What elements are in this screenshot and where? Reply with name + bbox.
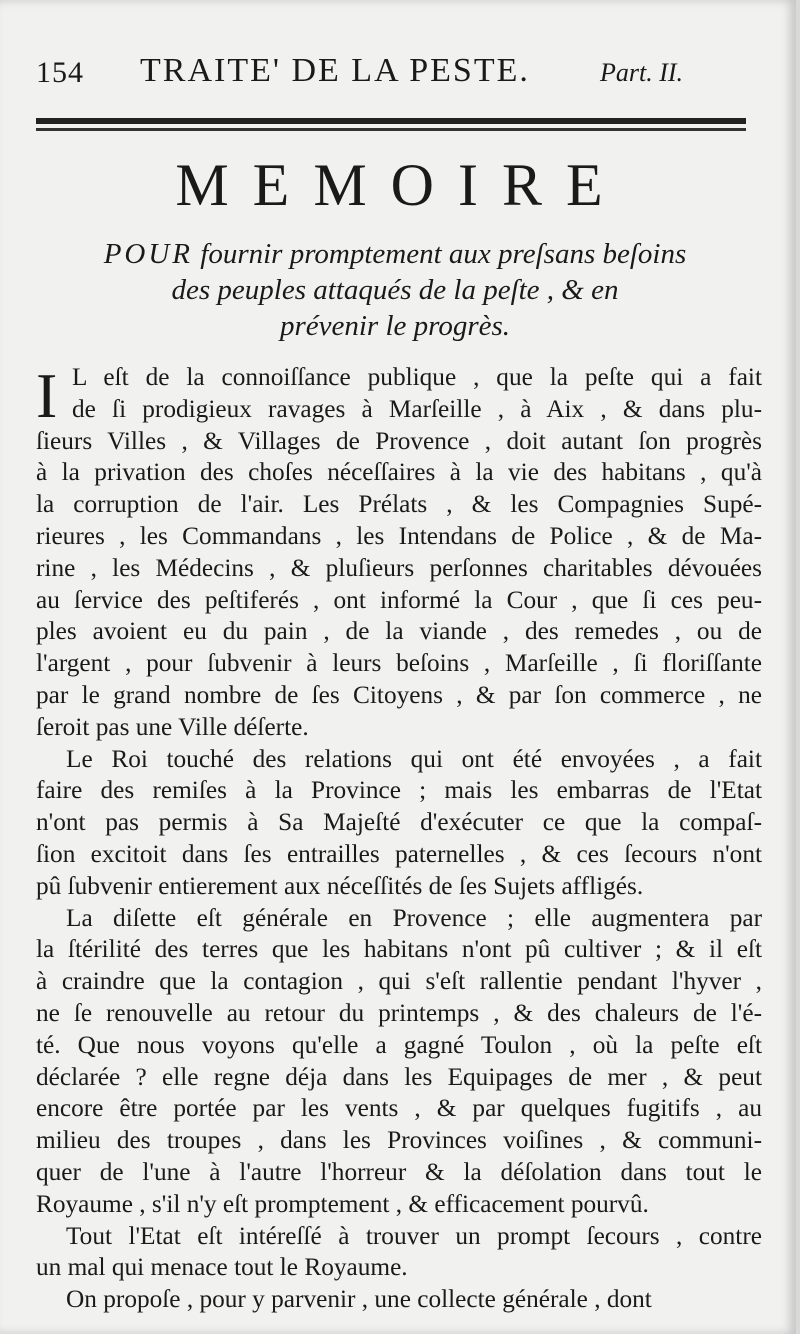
drop-cap: I bbox=[36, 360, 58, 431]
text-line: à craindre que la contagion , qui s'eſt rallentie pendant l'hyver , bbox=[36, 967, 762, 996]
text-line: l'argent , pour ſubvenir à leurs beſoins , Marſeille , ſi floriſſante bbox=[36, 649, 762, 678]
text-line: n'ont pas permis à Sa Majeſté d'exécuter ce que la compaſ- bbox=[36, 808, 762, 837]
text-line: encore être portée par les vents , & par quelques fugitifs , au bbox=[36, 1094, 762, 1123]
text-line: ſieurs Villes , & Villages de Provence , doit autant ſon progrès bbox=[36, 426, 762, 455]
text-line: de ſi prodigieux ravages à Marſeille , à Aix , & dans plu- bbox=[72, 394, 762, 423]
text-line: Le Roi touché des relations qui ont été envoyées , a fait bbox=[66, 744, 762, 773]
text-line: par le grand nombre de ſes Citoyens , & par ſon commerce , ne bbox=[36, 680, 762, 709]
paragraph bbox=[36, 362, 762, 744]
section-subtitle bbox=[40, 236, 750, 344]
header-rule-thick bbox=[36, 118, 746, 124]
text-line: ſion excitoit dans ſes entrailles paternelles , & ces ſecours n'ont bbox=[36, 839, 762, 868]
section-title: MEMOIRE bbox=[175, 152, 627, 218]
text-line: Tout l'Etat eſt intéreſſé à trouver un prompt ſecours , contre bbox=[66, 1221, 762, 1250]
text-line: la corruption de l'air. Les Prélats , & les Compagnies Supé- bbox=[36, 490, 762, 519]
text-line: Royaume , s'il n'y eſt promptement , & efficacement pourvû. bbox=[36, 1189, 649, 1218]
subtitle-line-2: des peuples attaqués de la peſte , & en bbox=[171, 274, 619, 306]
text-line: pû ſubvenir entierement aux néceſſités de ſes Sujets affligés. bbox=[36, 871, 644, 900]
subtitle-line-3: prévenir le progrès. bbox=[279, 310, 511, 342]
text-line: la ſtérilité des terres que les habitans n'ont pû cultiver ; & il eſt bbox=[36, 935, 762, 964]
text-line: milieu des troupes , dans les Provinces voiſines , & communi- bbox=[36, 1126, 762, 1155]
text-line: L eſt de la connoiſſance publique , que la peſte qui a fait bbox=[72, 363, 762, 391]
header-rule-thin bbox=[36, 128, 746, 131]
running-part: Part. II. bbox=[600, 58, 684, 87]
text-line: quer de l'une à l'autre l'horreur & la déſolation dans tout le bbox=[36, 1157, 762, 1186]
text-line: faire des remiſes à la Province ; mais les embarras de l'Etat bbox=[36, 776, 762, 805]
paragraph bbox=[36, 1221, 762, 1285]
text-line: un mal qui menace tout le Royaume. bbox=[36, 1253, 408, 1282]
subtitle-line-1-rest: fournir promptement aux preſsans beſoins bbox=[200, 238, 687, 270]
subtitle-lead-word: POUR bbox=[103, 238, 194, 270]
text-line: ne ſe renouvelle au retour du printemps , & des chaleurs de l'é- bbox=[36, 998, 762, 1027]
text-line: au ſervice des peſtiferés , ont informé la Cour , que ſi ces peu- bbox=[36, 585, 762, 614]
running-header bbox=[36, 52, 746, 92]
text-line: té. Que nous voyons qu'elle a gagné Toulon , où la peſte eſt bbox=[36, 1030, 762, 1059]
body-text bbox=[36, 362, 762, 1316]
text-line: ples avoient eu du pain , de la viande , des remedes , ou de bbox=[36, 617, 762, 646]
page-number: 154 bbox=[36, 56, 84, 89]
running-title: TRAITE' DE LA PESTE. bbox=[140, 52, 530, 89]
text-line: La diſette eſt générale en Provence ; elle augmentera par bbox=[66, 903, 762, 932]
paragraph bbox=[36, 903, 762, 1221]
paragraph bbox=[36, 744, 762, 903]
text-line: déclarée ? elle regne déja dans les Equipages de mer , & peut bbox=[36, 1062, 762, 1091]
text-line: rieures , les Commandans , les Intendans de Police , & de Ma- bbox=[36, 521, 762, 550]
text-line: On propoſe , pour y parvenir , une collecte générale , dont bbox=[66, 1285, 652, 1314]
text-line: ſeroit pas une Ville déſerte. bbox=[36, 712, 309, 741]
text-line: à la privation des choſes néceſſaires à la vie des habitans , qu'à bbox=[36, 458, 762, 487]
text-line: rine , les Médecins , & pluſieurs perſonnes charitables dévouées bbox=[36, 553, 762, 582]
paragraph bbox=[36, 1284, 762, 1316]
subtitle-line-1 bbox=[40, 236, 750, 272]
